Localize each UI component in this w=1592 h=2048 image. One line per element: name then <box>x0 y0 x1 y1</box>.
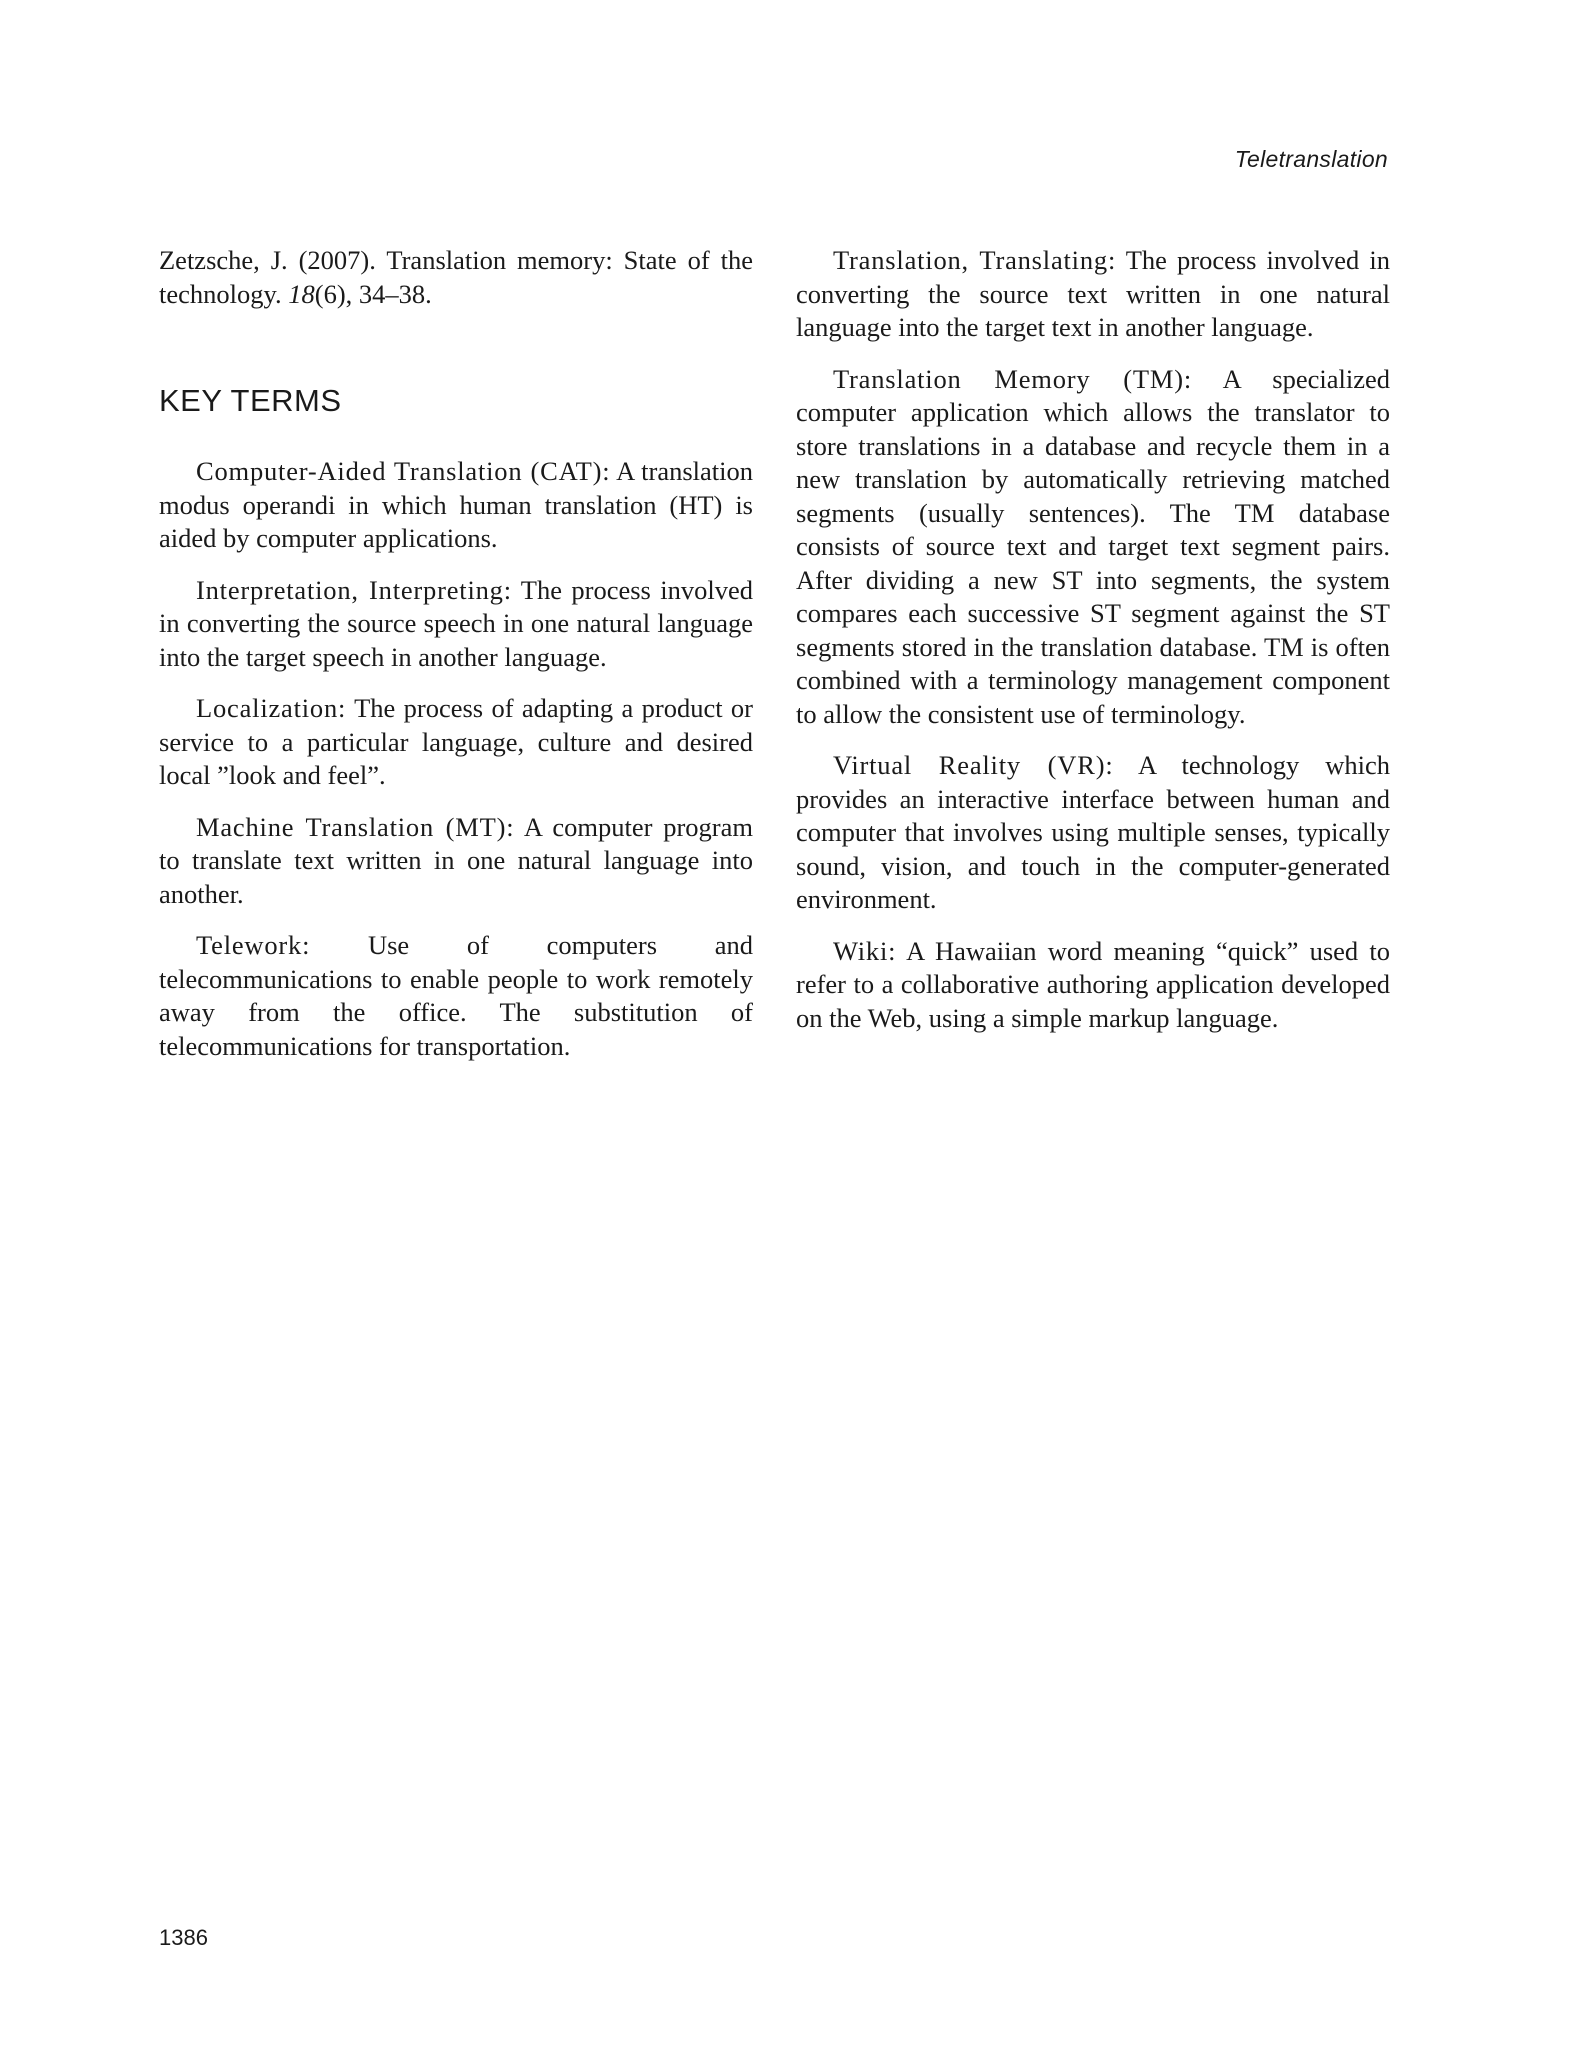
reference-entry <box>159 244 753 311</box>
term-entry-translation-memory <box>796 363 1390 732</box>
term-entry-wiki <box>796 935 1390 1036</box>
term-definition: A specialized computer application which allows the translator to store translations in a database and recycle them in a new translation by automatically retrieving matched segments (usually sentences). The TM database consists of source text and target text segment pairs. After dividing a new ST into segments, the system compares each successive ST segment against the ST segments stored in the translation database. TM is often combined with a terminology management component to allow the consistent use of terminology. <box>796 363 1390 729</box>
term-name: Computer-Aided Translation (CAT): <box>196 456 611 486</box>
left-column <box>159 244 753 1081</box>
term-name: Interpretation, Interpreting: <box>196 574 512 605</box>
term-name: Machine Translation (MT): <box>196 811 515 842</box>
term-name: Translation, Translating: <box>833 245 1117 275</box>
term-name: Wiki: <box>833 935 897 966</box>
term-entry-virtual-reality <box>796 749 1390 917</box>
term-entry-localization <box>159 692 753 793</box>
term-name: Localization: <box>196 693 347 723</box>
running-head: Teletranslation <box>1234 146 1388 172</box>
term-definition: The process of adapting a product or service to a particular language, culture and desired local ”look and feel”. <box>159 693 753 790</box>
term-entry-machine-translation <box>159 811 753 912</box>
term-definition: A computer program to translate text written in one natural language into another. <box>159 811 754 909</box>
reference-volume: 18 <box>288 278 315 309</box>
right-column <box>796 244 1390 1053</box>
term-name: Virtual Reality (VR): <box>833 750 1114 780</box>
term-definition: A translation modus operandi in which human translation (HT) is aided by computer applications. <box>159 456 753 553</box>
term-entry-telework <box>159 929 753 1063</box>
term-definition: The process involved in converting the source text written in one natural language into the target text in another language. <box>796 245 1390 342</box>
section-heading-key-terms: KEY TERMS <box>159 383 342 418</box>
term-definition: A Hawaiian word meaning “quick” used to refer to a collaborative authoring application developed on the Web, using a simple markup language. <box>796 935 1390 1033</box>
term-definition: The process involved in converting the source speech in one natural language into the target speech in another language. <box>159 574 754 672</box>
term-name: Translation Memory (TM): <box>833 363 1193 394</box>
term-entry-translation <box>796 244 1390 345</box>
term-name: Telework: <box>196 930 311 960</box>
reference-text: Zetzsche, J. (2007). Translation memory: State of the technology. <box>159 245 753 309</box>
reference-pages: (6), 34–38. <box>314 278 432 309</box>
term-definition: Use of computers and telecommunications to enable people to work remotely away from the office. The substitution of telecommunications for transportation. <box>159 930 753 1061</box>
term-definition: A technology which provides an interactive interface between human and computer that involves using multiple senses, typically sound, vision, and touch in the computer-generated environment. <box>796 750 1390 914</box>
page-number: 1386 <box>159 1925 208 1950</box>
term-entry-cat <box>159 455 753 556</box>
term-entry-interpretation <box>159 574 753 675</box>
